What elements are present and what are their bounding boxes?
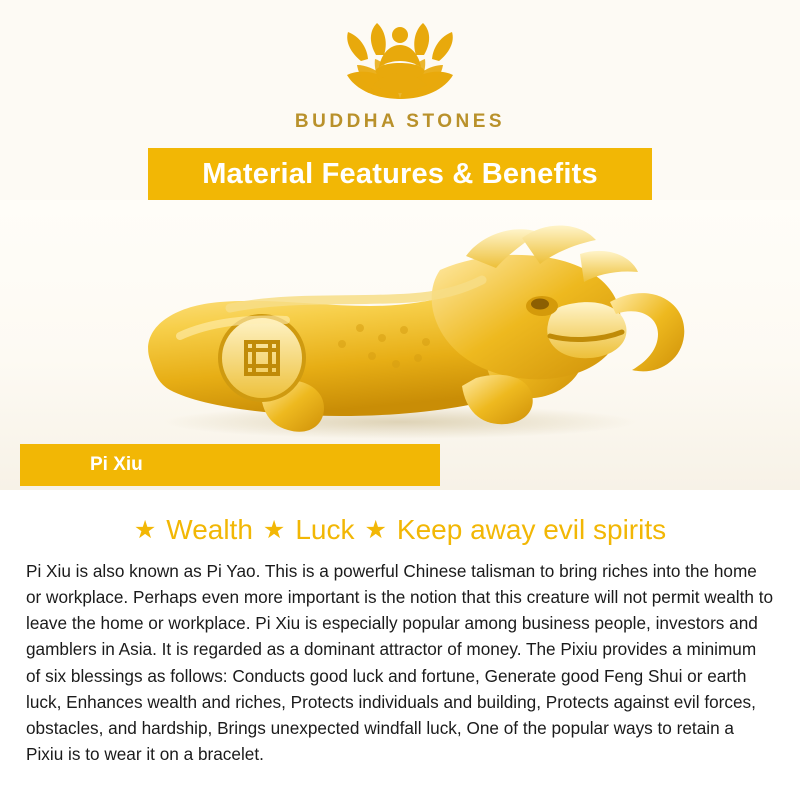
brand-header (0, 0, 800, 148)
brand-name: BUDDHA STONES (294, 111, 506, 132)
section-title-band (148, 148, 652, 200)
lotus-meditation-icon (315, 15, 485, 107)
star-icon: ★ (133, 515, 157, 544)
star-icon: ★ (262, 515, 286, 544)
page-title: Material Features & Benefits (202, 157, 598, 190)
benefit-evil-spirits: Keep away evil spirits (396, 514, 667, 545)
benefits-list (26, 514, 774, 546)
description-text: Pi Xiu is also known as Pi Yao. This is a powerful Chinese talisman to bring riches into the home or workplace. Perhaps even more important is the notion that this creature will not permit wealth to leave the home or workplace. Pi Xiu is especially popular among business people, investors and gamblers in Asia. It is regarded as a dominant attractor of money. The Pixiu provides a minimum of six blessings as follows: Conducts good luck and fortune, Generate good Feng Shui or earth luck, Enhances wealth and riches, Protects individuals and building, Protects against evil forces, obstacles, and hardship, Brings unexpected windfall luck, One of the popular ways to retain a Pixiu is to wear it on a bracelet. (26, 561, 774, 764)
benefit-wealth: Wealth (166, 514, 253, 545)
golden-pixiu-pendant-icon (110, 210, 690, 475)
description-section (0, 490, 800, 800)
product-caption-band (20, 444, 440, 486)
benefit-luck: Luck (295, 514, 355, 545)
star-icon: ★ (364, 515, 387, 544)
product-caption: Pi Xiu (90, 454, 143, 475)
